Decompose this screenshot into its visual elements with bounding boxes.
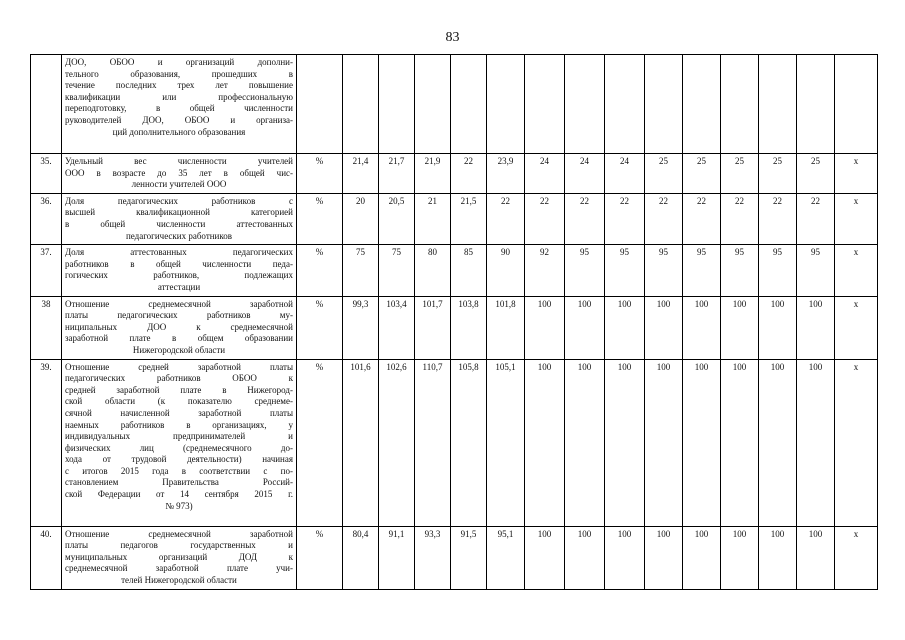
description-line: ниципальных ДОО к среднемесячной <box>65 321 293 332</box>
value-cell: 20,5 <box>379 193 415 244</box>
indicator-description <box>62 154 297 194</box>
description-line: наемных работников в организациях, у <box>65 419 293 430</box>
description-line: гогических работников, подлежащих <box>65 270 293 281</box>
value-cell: 75 <box>379 245 415 296</box>
value-cell: 99,3 <box>343 296 379 359</box>
value-cell <box>835 55 878 154</box>
value-cell: 100 <box>565 359 605 526</box>
indicator-description <box>62 245 297 296</box>
value-cell: 100 <box>683 359 721 526</box>
value-cell: 100 <box>605 296 645 359</box>
indicator-description <box>62 296 297 359</box>
value-cell <box>797 55 835 154</box>
value-cell: 92 <box>525 245 565 296</box>
value-cell: 100 <box>565 296 605 359</box>
value-cell: 24 <box>525 154 565 194</box>
description-line: в общей численности аттестованных <box>65 218 293 229</box>
value-cell: 25 <box>721 154 759 194</box>
value-cell: х <box>835 245 878 296</box>
description-line: телей Нижегородской области <box>121 574 237 585</box>
value-cell: 100 <box>759 526 797 589</box>
table-row <box>31 359 878 526</box>
value-cell: 21,4 <box>343 154 379 194</box>
value-cell: 101,7 <box>415 296 451 359</box>
description-line: ской области (к показателю среднеме- <box>65 396 293 407</box>
unit-cell: % <box>297 245 343 296</box>
value-cell: 100 <box>565 526 605 589</box>
value-cell: 22 <box>645 193 683 244</box>
unit-cell: % <box>297 359 343 526</box>
value-cell: 95 <box>683 245 721 296</box>
value-cell: 24 <box>565 154 605 194</box>
description-line: руководителей ДОО, ОБОО и организа- <box>65 114 293 125</box>
description-line: ской Федерации от 14 сентября 2015 г. <box>65 489 293 500</box>
description-line: становлением Правительства Россий- <box>65 477 293 488</box>
description-line: хода от трудовой деятельности) начиная <box>65 454 293 465</box>
value-cell: 90 <box>487 245 525 296</box>
indicator-description <box>62 193 297 244</box>
value-cell: 23,9 <box>487 154 525 194</box>
row-number: 36. <box>31 193 62 244</box>
value-cell <box>343 55 379 154</box>
value-cell: 22 <box>759 193 797 244</box>
value-cell: 100 <box>797 296 835 359</box>
value-cell: 103,4 <box>379 296 415 359</box>
description-line: Отношение среднемесячной заработной <box>65 528 293 539</box>
table-row <box>31 296 878 359</box>
value-cell: 25 <box>797 154 835 194</box>
table-row <box>31 55 878 154</box>
row-number: 38 <box>31 296 62 359</box>
description-line: переподготовку, в общей численности <box>65 103 293 114</box>
unit-cell: % <box>297 154 343 194</box>
value-cell: х <box>835 154 878 194</box>
value-cell: 100 <box>605 359 645 526</box>
value-cell: 110,7 <box>415 359 451 526</box>
value-cell <box>759 55 797 154</box>
value-cell: 22 <box>525 193 565 244</box>
value-cell <box>683 55 721 154</box>
description-line: индивидуальных предпринимателей и <box>65 431 293 442</box>
value-cell: 95 <box>565 245 605 296</box>
row-number: 35. <box>31 154 62 194</box>
value-cell <box>565 55 605 154</box>
unit-cell: % <box>297 296 343 359</box>
value-cell: 22 <box>721 193 759 244</box>
description-line: Отношение среднемесячной заработной <box>65 298 293 309</box>
description-line: педагогических работников <box>125 230 233 241</box>
value-cell: 102,6 <box>379 359 415 526</box>
value-cell: х <box>835 193 878 244</box>
indicators-table <box>30 54 878 590</box>
value-cell: 22 <box>605 193 645 244</box>
value-cell: 95 <box>721 245 759 296</box>
description-line: высшей квалификационной категорией <box>65 207 293 218</box>
value-cell: 20 <box>343 193 379 244</box>
value-cell: 100 <box>683 526 721 589</box>
table-row <box>31 245 878 296</box>
value-cell: х <box>835 359 878 526</box>
description-line: ций дополнительного образования <box>112 126 246 137</box>
description-line: среднемесячной заработной плате учи- <box>65 563 293 574</box>
table-row <box>31 193 878 244</box>
row-number: 40. <box>31 526 62 589</box>
description-line: аттестации <box>157 281 201 292</box>
value-cell: 101,8 <box>487 296 525 359</box>
value-cell: 95 <box>797 245 835 296</box>
description-line: платы педагогических работников му- <box>65 310 293 321</box>
indicator-description <box>62 526 297 589</box>
value-cell: 22 <box>565 193 605 244</box>
value-cell: 103,8 <box>451 296 487 359</box>
value-cell: 101,6 <box>343 359 379 526</box>
value-cell: 22 <box>487 193 525 244</box>
indicator-description <box>62 55 297 154</box>
description-line: Нижегородской области <box>132 344 226 355</box>
value-cell: 100 <box>797 526 835 589</box>
value-cell: 100 <box>759 359 797 526</box>
value-cell: 100 <box>721 359 759 526</box>
value-cell: 100 <box>645 526 683 589</box>
value-cell: 80,4 <box>343 526 379 589</box>
value-cell: 100 <box>797 359 835 526</box>
value-cell: 25 <box>645 154 683 194</box>
description-line: муниципальных организаций ДОД к <box>65 551 293 562</box>
row-number <box>31 55 62 154</box>
row-number: 37. <box>31 245 62 296</box>
value-cell <box>451 55 487 154</box>
value-cell: 80 <box>415 245 451 296</box>
value-cell: 85 <box>451 245 487 296</box>
value-cell: 22 <box>683 193 721 244</box>
indicator-description <box>62 359 297 526</box>
value-cell <box>487 55 525 154</box>
value-cell <box>525 55 565 154</box>
value-cell: 91,1 <box>379 526 415 589</box>
value-cell: 105,1 <box>487 359 525 526</box>
value-cell: 21,5 <box>451 193 487 244</box>
value-cell: 24 <box>605 154 645 194</box>
description-line: работников в общей численности педа- <box>65 258 293 269</box>
description-line: педагогических работников ОБОО к <box>65 373 293 384</box>
description-line: ДОО, ОБОО и организаций дополни- <box>65 57 293 67</box>
value-cell: 100 <box>645 359 683 526</box>
description-line: заработной плате в общем образовании <box>65 333 293 344</box>
value-cell <box>605 55 645 154</box>
description-line: платы педагогов государственных и <box>65 540 293 551</box>
value-cell: 100 <box>721 526 759 589</box>
unit-cell: % <box>297 193 343 244</box>
description-line: Удельный вес численности учителей <box>65 156 293 166</box>
value-cell: 21,7 <box>379 154 415 194</box>
description-line: с итогов 2015 года в соответствии с по- <box>65 465 293 476</box>
value-cell: 105,8 <box>451 359 487 526</box>
description-line: тельного образования, прошедших в <box>65 68 293 79</box>
value-cell: 75 <box>343 245 379 296</box>
page-number: 83 <box>445 30 460 45</box>
value-cell: 100 <box>525 296 565 359</box>
row-number: 39. <box>31 359 62 526</box>
description-line: физических лиц (среднемесячного до- <box>65 442 293 453</box>
value-cell: 22 <box>797 193 835 244</box>
value-cell: 100 <box>645 296 683 359</box>
value-cell: 95 <box>759 245 797 296</box>
description-line: течение последних трех лет повышение <box>65 80 293 91</box>
value-cell: 91,5 <box>451 526 487 589</box>
value-cell <box>645 55 683 154</box>
value-cell: 93,3 <box>415 526 451 589</box>
unit-cell: % <box>297 526 343 589</box>
table-row <box>31 526 878 589</box>
value-cell <box>721 55 759 154</box>
value-cell: 21 <box>415 193 451 244</box>
description-line: Доля педагогических работников с <box>65 195 293 206</box>
value-cell: 95,1 <box>487 526 525 589</box>
value-cell: х <box>835 526 878 589</box>
value-cell: 100 <box>759 296 797 359</box>
description-line: сячной начисленной заработной платы <box>65 407 293 418</box>
value-cell <box>415 55 451 154</box>
value-cell: 95 <box>645 245 683 296</box>
value-cell: х <box>835 296 878 359</box>
description-line: средней заработной плате в Нижегород- <box>65 384 293 395</box>
description-line: ООО в возрасте до 35 лет в общей чис- <box>65 167 293 178</box>
value-cell: 22 <box>451 154 487 194</box>
value-cell: 100 <box>605 526 645 589</box>
description-line: Доля аттестованных педагогических <box>65 247 293 258</box>
value-cell: 21,9 <box>415 154 451 194</box>
value-cell: 100 <box>683 296 721 359</box>
description-line: № 973) <box>165 500 193 511</box>
value-cell: 25 <box>759 154 797 194</box>
description-line: Отношение средней заработной платы <box>65 361 293 372</box>
value-cell: 100 <box>525 526 565 589</box>
value-cell: 95 <box>605 245 645 296</box>
value-cell: 25 <box>683 154 721 194</box>
description-line: квалификации или профессиональную <box>65 91 293 102</box>
unit-cell <box>297 55 343 154</box>
value-cell: 100 <box>721 296 759 359</box>
value-cell <box>379 55 415 154</box>
table-row <box>31 154 878 194</box>
description-line: ленности учителей ООО <box>131 179 227 190</box>
value-cell: 100 <box>525 359 565 526</box>
